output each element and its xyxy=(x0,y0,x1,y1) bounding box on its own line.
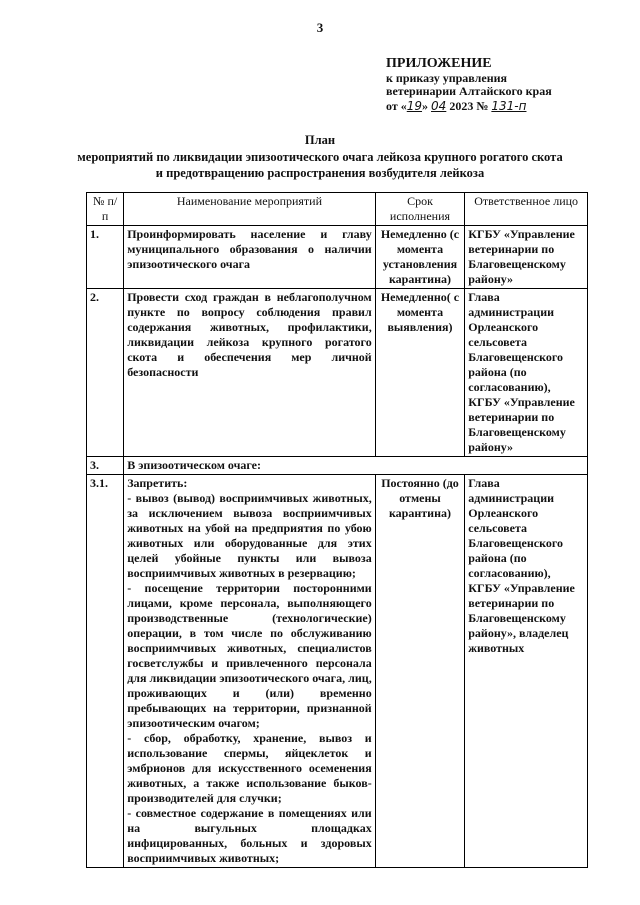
plan-subtitle-2: и предотвращению распространения возбудителя лейкоза xyxy=(155,166,485,180)
appendix-line-1: к приказу управления xyxy=(386,71,508,85)
date-mid: » xyxy=(422,99,429,113)
date-year-no: 2023 № xyxy=(449,99,489,113)
row-num: 2. xyxy=(87,289,124,457)
header-resp: Ответственное лицо xyxy=(465,193,588,226)
plan-title: План xyxy=(304,133,336,147)
table-row xyxy=(87,226,588,289)
table-row xyxy=(87,475,588,868)
table-section-row xyxy=(87,457,588,475)
appendix-title: ПРИЛОЖЕНИЕ xyxy=(386,56,492,71)
row-term: Постоянно (до отмены карантина) xyxy=(375,475,465,868)
plan-subtitle-1: мероприятий по ликвидации эпизоотического очага лейкоза крупного рогатого скота xyxy=(77,150,563,164)
row-name-part: Запретить: xyxy=(127,476,188,490)
row-term: Немедленно (с момента установления карантина) xyxy=(375,226,465,289)
row-resp: Глава администрации Орлеанского сельсовета Благовещенского района (по согласованию), КГБУ «Управление ветеринарии по Благовещенскому району», владелец животных xyxy=(465,475,588,868)
row-name: Проинформировать население и главу муниципального образования о наличии эпизоотического очага xyxy=(124,226,376,289)
row-name: Провести сход граждан в неблагополучном пункте по вопросу соблюдения правил содержания животных, профилактики, ликвидации лейкоза крупного рогатого скота и обеспечения мер личной безопасности xyxy=(124,289,376,457)
row-name-part: - посещение территории посторонними лицами, кроме персонала, выполняющего производственные (технологические) операции, в том числе по обслуживанию восприимчивых животных, специалистов госветслужбы и привлеченного персонала для ликвидации эпизоотического очага, лиц, проживающих и (или) временно пребывающих на территории, признанной эпизоотическим очагом; xyxy=(127,581,372,730)
date-day: 19 xyxy=(406,99,423,113)
order-number: 131-п xyxy=(491,99,527,113)
section-title: В эпизоотическом очаге: xyxy=(124,457,588,475)
row-name-part: - сбор, обработку, хранение, вывоз и использование спермы, яйцеклеток и эмбрионов для искусственного осеменения животных, а также использование быков-производителей для случки; xyxy=(127,731,372,805)
row-num: 3.1. xyxy=(87,475,124,868)
row-name xyxy=(124,475,376,868)
date-prefix: от « xyxy=(386,99,407,113)
row-name-part: - вывоз (вывод) восприимчивых животных, за исключением вывоза восприимчивых животных на убой на предприятия по убою животных или оборудованные для этих целей убойные пункты или вывоза восприимчивых животных в резервацию; xyxy=(127,491,372,580)
appendix-date-line xyxy=(386,100,552,113)
row-resp: Глава администрации Орлеанского сельсовета Благовещенского района (по согласованию), КГБУ «Управление ветеринарии по Благовещенскому району» xyxy=(465,289,588,457)
row-num: 3. xyxy=(87,457,124,475)
table-row xyxy=(87,289,588,457)
header-term: Срок исполнения xyxy=(375,193,465,226)
row-resp: КГБУ «Управление ветеринарии по Благовещенскому району» xyxy=(465,226,588,289)
table-header-row xyxy=(87,193,588,226)
row-num: 1. xyxy=(87,226,124,289)
row-term: Немедленно( с момента выявления) xyxy=(375,289,465,457)
appendix-block xyxy=(386,56,552,113)
date-month: 04 xyxy=(431,99,447,113)
header-name: Наименование мероприятий xyxy=(124,193,376,226)
row-name-part: - совместное содержание в помещениях или на выгульных площадках инфицированных, больных и здоровых восприимчивых животных; xyxy=(127,806,372,865)
page-number: 3 xyxy=(316,20,324,35)
header-num: № п/п xyxy=(87,193,124,226)
plan-table xyxy=(86,192,588,868)
appendix-line-2: ветеринарии Алтайского края xyxy=(386,84,552,98)
